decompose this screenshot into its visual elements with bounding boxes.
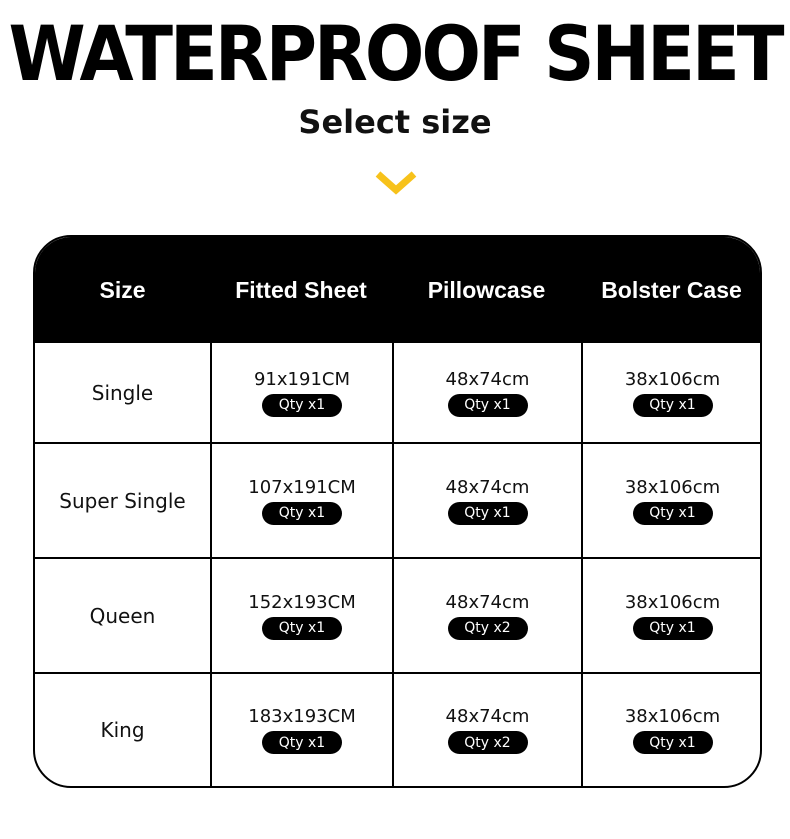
fitted-sheet-cell bbox=[210, 444, 392, 557]
pillowcase-cell bbox=[392, 343, 581, 442]
bolster-case-dimension: 38x106cm bbox=[624, 591, 721, 613]
size-cell bbox=[35, 559, 210, 672]
table-row bbox=[35, 341, 760, 442]
fitted-sheet-dimension: 91x191CM bbox=[253, 368, 350, 390]
qty-badge: Qty x1 bbox=[633, 617, 713, 640]
table-row bbox=[35, 442, 760, 557]
table-row bbox=[35, 557, 760, 672]
size-label: Single bbox=[91, 380, 154, 405]
size-cell bbox=[35, 444, 210, 557]
qty-badge: Qty x1 bbox=[262, 731, 342, 754]
pillowcase-dimension: 48x74cm bbox=[445, 706, 530, 727]
qty-badge: Qty x1 bbox=[262, 617, 342, 640]
header-size: Size bbox=[99, 276, 146, 303]
bolster-case-dimension: 38x106cm bbox=[624, 706, 721, 727]
table-row bbox=[35, 672, 760, 786]
size-label: Super Single bbox=[59, 488, 186, 513]
qty-badge: Qty x1 bbox=[633, 731, 713, 754]
pillowcase-dimension: 48x74cm bbox=[445, 591, 530, 613]
size-cell bbox=[35, 674, 210, 786]
header-pillowcase: Pillowcase bbox=[427, 276, 546, 303]
chevron-down-icon bbox=[374, 170, 418, 196]
page-subtitle: Select size bbox=[298, 103, 492, 141]
bolster-case-cell bbox=[581, 559, 762, 672]
table-header bbox=[35, 237, 760, 343]
bolster-case-dimension: 38x106cm bbox=[624, 368, 721, 390]
size-label: Queen bbox=[89, 603, 156, 628]
size-label: King bbox=[100, 718, 145, 742]
fitted-sheet-cell bbox=[210, 559, 392, 672]
pillowcase-dimension: 48x74cm bbox=[445, 476, 530, 498]
header-bolster-case: Bolster Case bbox=[601, 276, 742, 303]
header-fitted-sheet: Fitted Sheet bbox=[235, 276, 367, 303]
bolster-case-dimension: 38x106cm bbox=[624, 476, 721, 498]
qty-badge: Qty x1 bbox=[448, 502, 528, 525]
pillowcase-cell bbox=[392, 559, 581, 672]
fitted-sheet-cell bbox=[210, 674, 392, 786]
qty-badge: Qty x2 bbox=[448, 731, 528, 754]
size-table bbox=[33, 235, 762, 788]
bolster-case-cell bbox=[581, 444, 762, 557]
qty-badge: Qty x1 bbox=[262, 394, 342, 417]
qty-badge: Qty x2 bbox=[448, 617, 528, 640]
page-title: WATERPROOF SHEET bbox=[8, 9, 782, 99]
fitted-sheet-cell bbox=[210, 343, 392, 442]
qty-badge: Qty x1 bbox=[633, 394, 713, 417]
bolster-case-cell bbox=[581, 343, 762, 442]
pillowcase-cell bbox=[392, 444, 581, 557]
fitted-sheet-dimension: 107x191CM bbox=[248, 476, 356, 498]
bolster-case-cell bbox=[581, 674, 762, 786]
pillowcase-cell bbox=[392, 674, 581, 786]
fitted-sheet-dimension: 183x193CM bbox=[248, 706, 356, 727]
size-cell bbox=[35, 343, 210, 442]
qty-badge: Qty x1 bbox=[633, 502, 713, 525]
fitted-sheet-dimension: 152x193CM bbox=[248, 591, 356, 613]
pillowcase-dimension: 48x74cm bbox=[445, 368, 530, 390]
qty-badge: Qty x1 bbox=[448, 394, 528, 417]
qty-badge: Qty x1 bbox=[262, 502, 342, 525]
